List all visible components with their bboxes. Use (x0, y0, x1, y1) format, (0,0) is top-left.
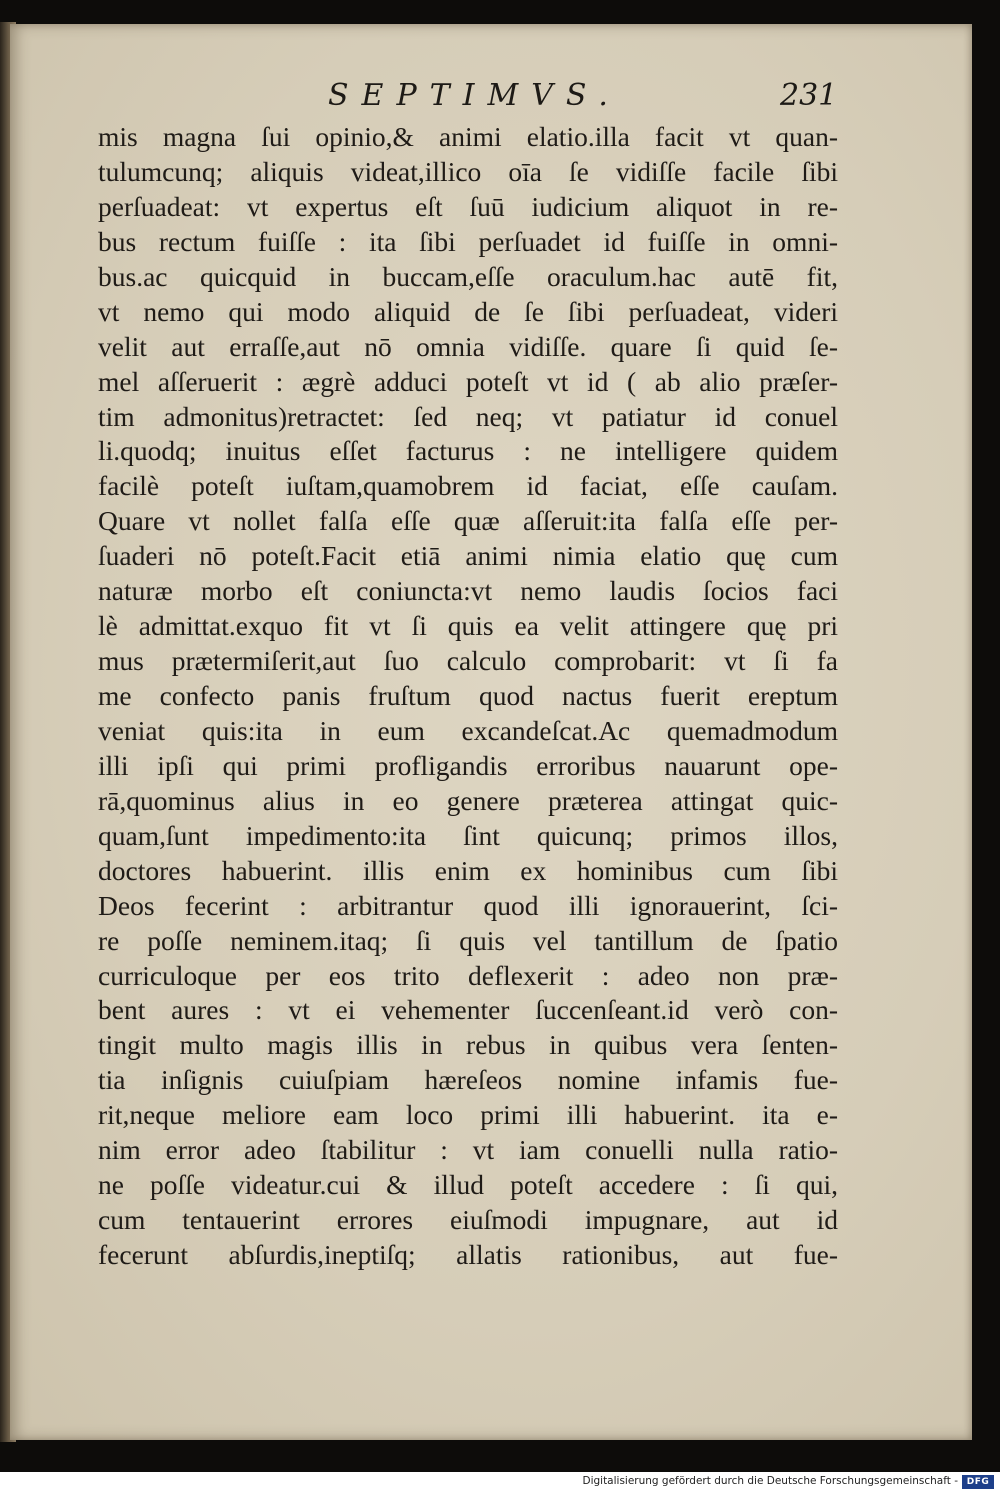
text-line: li.quodq; inuitus eſſet facturus : ne intelligere quidem (98, 435, 838, 467)
text-line: curriculoque per eos trito deflexerit : adeo non præ- (98, 959, 838, 991)
text-line: velit aut erraſſe,aut nō omnia vidiſſe. quare ſi quid ſe- (98, 330, 838, 362)
text-line: bus.ac quicquid in buccam,eſſe oraculum.hac autē fit, (98, 260, 838, 292)
text-line: illi ipſi qui primi profligandis erroribus nauarunt ope- (98, 749, 838, 781)
text-line: doctores habuerint. illis enim ex hominibus cum ſibi (98, 854, 838, 886)
running-head (10, 78, 972, 118)
text-line: re poſſe neminem.itaq; ſi quis vel tantillum de ſpatio (98, 924, 838, 956)
text-line: rā,quominus alius in eo genere præterea attingat quic- (98, 784, 838, 816)
text-line: fecerunt abſurdis,ineptiſq; allatis rationibus, aut fue- (98, 1239, 838, 1270)
text-line: bent aures : vt ei vehementer ſuccenſeant.id verò con- (98, 994, 838, 1026)
text-line: facilè poteſt iuſtam,quamobrem id faciat, eſſe cauſam. (98, 470, 838, 502)
text-line: ſuaderi nō poteſt.Facit etiā animi nimia elatio quę cum (98, 540, 838, 572)
text-line: bus rectum fuiſſe : ita ſibi perſuadet id fuiſſe in omni- (98, 225, 838, 257)
text-line: tim admonitus)retractet: ſed neq; vt patiatur id conuel (98, 400, 838, 432)
text-line: quam,ſunt impedimento:ita ſint quicunq; primos illos, (98, 819, 838, 851)
text-line: Quare vt nollet falſa eſſe quæ aſſeruit:ita falſa eſſe per- (98, 505, 838, 537)
book-page (10, 24, 972, 1440)
page-number: 231 (780, 78, 838, 113)
body-text (98, 120, 838, 1273)
text-line: perſuadeat: vt expertus eſt ſuū iudicium aliquot in re- (98, 190, 838, 222)
text-line: lè admittat.exquo fit vt ſi quis ea velit attingere quę pri (98, 610, 838, 642)
text-line: rit,neque meliore eam loco primi illi habuerint. ita e- (98, 1099, 838, 1131)
text-line: Deos fecerint : arbitrantur quod illi ignorauerint, ſci- (98, 889, 838, 921)
text-line: tulumcunq; aliquis videat,illico oīa ſe vidiſſe facile ſibi (98, 155, 838, 187)
dfg-logo-icon: DFG (962, 1475, 994, 1489)
text-line: naturæ morbo eſt coniuncta:vt nemo laudis ſocios faci (98, 575, 838, 607)
text-line: ne poſſe videatur.cui & illud poteſt accedere : ſi qui, (98, 1169, 838, 1201)
funding-credit: Digitalisierung gefördert durch die Deutsche Forschungsgemeinschaft - (582, 1475, 958, 1487)
text-line: mis magna ſui opinio,& animi elatio.illa facit vt quan- (98, 121, 838, 152)
text-line: mel aſſeruerit : ægrè adduci poteſt vt id ( ab alio præſer- (98, 365, 838, 397)
text-line: tingit multo magis illis in rebus in quibus vera ſenten- (98, 1029, 838, 1061)
text-line: me confecto panis fruſtum quod nactus fuerit ereptum (98, 680, 838, 711)
running-title: SEPTIMVS. (328, 78, 621, 113)
text-line: tia inſignis cuiuſpiam hæreſeos nomine infamis fue- (98, 1064, 838, 1096)
footer-bar (0, 1472, 1000, 1492)
text-line: mus prætermiſerit,aut ſuo calculo comprobarit: vt ſi fa (98, 645, 838, 677)
text-line: nim error adeo ſtabilitur : vt iam conuelli nulla ratio- (98, 1134, 838, 1166)
text-line: veniat quis:ita in eum excandeſcat.Ac quemadmodum (98, 714, 838, 746)
text-line: cum tentauerint errores eiuſmodi impugnare, aut id (98, 1204, 838, 1236)
text-line: vt nemo qui modo aliquid de ſe ſibi perſuadeat, videri (98, 295, 838, 327)
